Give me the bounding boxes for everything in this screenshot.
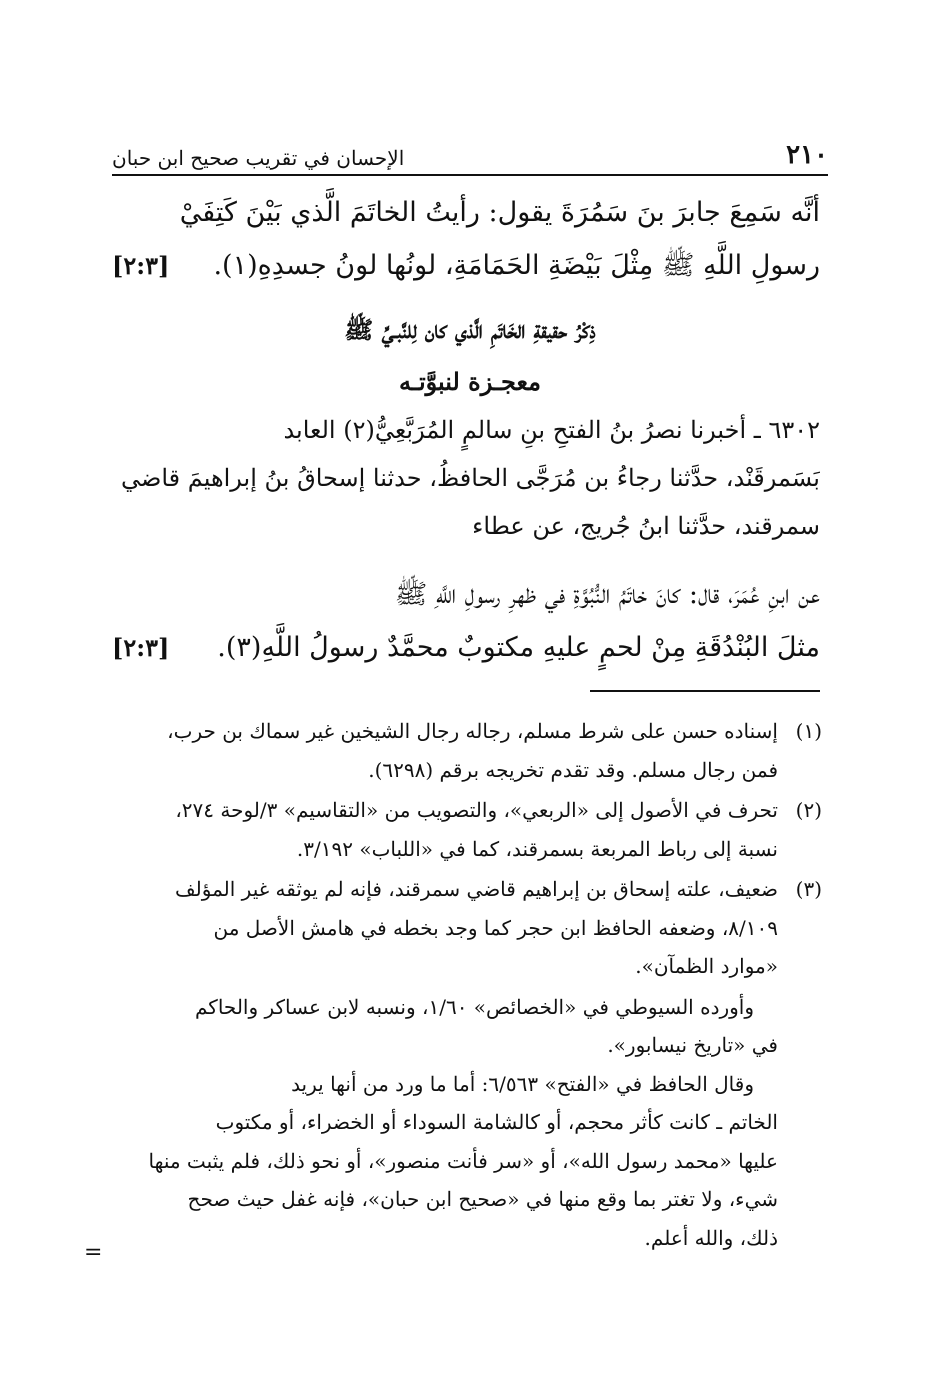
hadith-text xyxy=(112,568,820,674)
isnad-line: ٦٣٠٢ ـ أخبرنا نصرُ بنُ الفتحِ بنِ سالمٍ المُرَبَّعِيُّ(٢) العابد xyxy=(283,416,820,444)
footnote-line: ضعيف، علته إسحاق بن إبراهيم قاضي سمرقند، فإنه لم يوثقه غير المؤلف xyxy=(174,877,778,901)
footnote-line: نسبة إلى رباط المربعة بسمرقند، كما في «اللباب» ٣/١٩٢. xyxy=(296,836,778,861)
footnote-line: تحرف في الأصول إلى «الربعي»، والتصويب من «التقاسيم» ٣/لوحة ٢٧٤، xyxy=(175,798,778,822)
footnote-text xyxy=(112,870,778,986)
footnote-line: ٨/١٠٩، وضعفه الحافظ ابن حجر كما وجد بخطه في هامش الأصل من xyxy=(213,915,778,940)
footnote-line: «موارد الظمآن». xyxy=(635,954,778,978)
footnote-separator xyxy=(590,690,820,692)
footnote-line: عليها «محمد رسول الله»، أو «سر فأنت منصور»، أو نحو ذلك، فلم يثبت منها xyxy=(148,1148,778,1173)
footnote-line: وأورده السيوطي في «الخصائص» ١/٦٠، ونسبه لابن عساكر والحاكم xyxy=(194,994,754,1019)
footnote-line: وقال الحافظ في «الفتح» ٦/٥٦٣: أما ما ورد من أنها يريد xyxy=(291,1071,754,1096)
footnote-number: (٣) xyxy=(795,877,822,901)
isnad-line: سمرقند، حدَّثنا ابنُ جُريج، عن عطاء xyxy=(472,512,820,540)
matn-line: عن ابنِ عُمَرَ، قال: كانَ خاتَمُ النُّبُوَّةِ في ظهرِ رسولِ اللَّهِ ﷺ xyxy=(394,579,820,610)
chapter-heading xyxy=(112,304,828,408)
footnotes xyxy=(112,712,822,1257)
matn-line-with-reference xyxy=(112,621,820,674)
footnote-text xyxy=(112,791,778,868)
footnote xyxy=(112,712,822,789)
hadith-line: رسولِ اللَّهِ ﷺ مِثْلَ بَيْضَةِ الحَمَامَةِ، لونُها لونُ جسدِهِ(١). xyxy=(213,250,820,281)
hadith-chain-of-narration xyxy=(112,406,820,550)
footnote xyxy=(112,870,822,986)
matn-line: مثلَ البُنْدُقَةِ مِنْ لحمٍ عليهِ مكتوبٌ محمَّدٌ رسولُ اللَّهِ(٣). xyxy=(217,632,820,663)
hadith-text-continued xyxy=(112,186,820,292)
footnote-line: في «تاريخ نيسابور». xyxy=(607,1033,778,1057)
footnote-line: شيء، ولا تغتر بما وقع منها في «صحيح ابن حبان»، فإنه غفل حيث صحح xyxy=(187,1187,778,1211)
chapter-heading-line: ذِكْرُ حقيقةِ الخَاتَمِ الَّذي كان لِلنَّبـيِّ ﷺ xyxy=(344,315,596,344)
footnote-line: إسناده حسن على شرط مسلم، رجاله رجال الشيخين غير سماك بن حرب، xyxy=(167,719,778,743)
book-title: الإحسان في تقريب صحيح ابن حبان xyxy=(112,146,405,170)
footnote-paragraph xyxy=(112,1065,822,1258)
hadith-line: أنَّه سَمِعَ جابرَ بنَ سَمُرَةَ يقول: رأيتُ الخاتَمَ الَّذي بَيْنَ كَتِفَيْ xyxy=(179,197,820,228)
running-header xyxy=(112,122,828,176)
hadith-line-with-reference xyxy=(112,239,820,292)
hadith-reference: [٢:٣] xyxy=(112,633,170,662)
hadith-reference: [٢:٣] xyxy=(112,251,170,280)
footnote-number: (٢) xyxy=(795,798,822,822)
footnote-line: فمن رجال مسلم. وقد تقدم تخريجه برقم (٦٢٩٨). xyxy=(368,757,778,782)
footnote-text xyxy=(112,712,778,789)
footnote xyxy=(112,791,822,868)
footnote-paragraph xyxy=(112,988,822,1065)
footnote-number: (١) xyxy=(795,719,822,743)
page-number: ٢١٠ xyxy=(786,140,828,170)
chapter-heading-subline: معجـزة لنبوَّتـه xyxy=(399,367,541,396)
footnote-continuation-mark: = xyxy=(84,1240,103,1265)
isnad-line: بَسَمرقَنْد، حدَّثنا رجاءُ بن مُرَجَّى الحافظُ، حدثنا إسحاقُ بنُ إبراهيمَ قاضي xyxy=(120,464,820,492)
footnote-line: ذلك، والله أعلم. xyxy=(644,1225,778,1250)
footnote-line: الخاتم ـ كانت كأثر محجم، أو كالشامة السوداء أو الخضراء، أو مكتوب xyxy=(215,1110,778,1134)
